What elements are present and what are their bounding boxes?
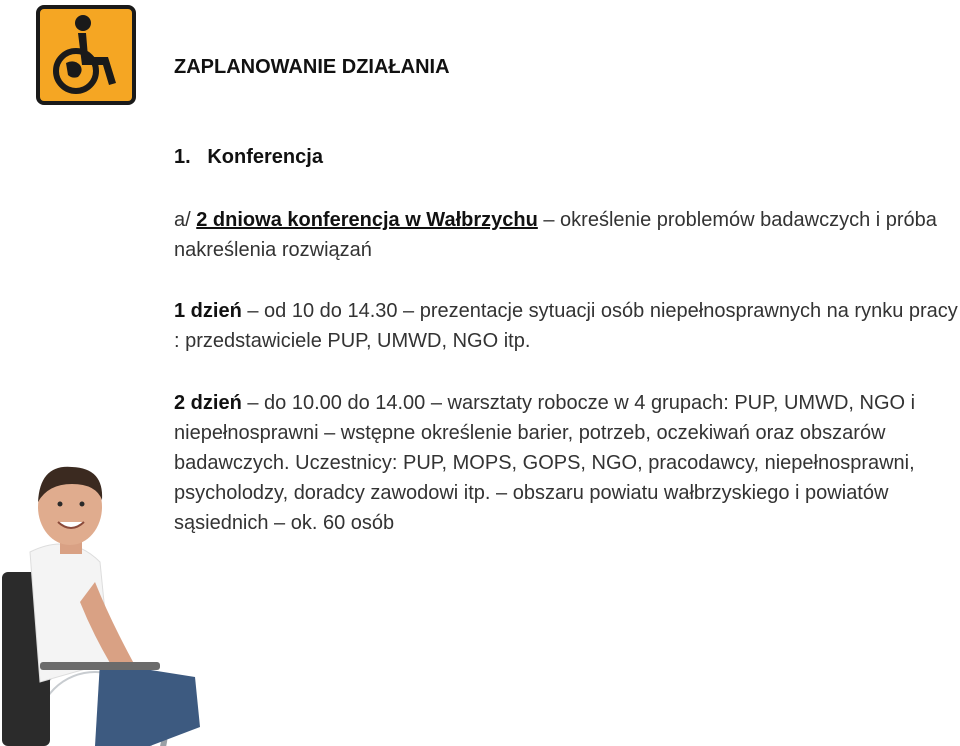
section-label: Konferencja [207, 146, 323, 168]
day-two-label: 2 dzień [174, 392, 242, 414]
day-one-paragraph [174, 296, 960, 356]
day-two-description: – do 10.00 do 14.00 – warsztaty robocze w 4 grupach: PUP, UMWD, NGO i niepełnosprawni – wstępne określenie barier, potrzeb, oczekiwań oraz obszarów badawczych. Uczestnicy: PUP, MOPS, GOPS, NGO, pracodawcy, niepełnosprawni, psycholodzy, doradcy zawodowi itp. – obszaru powiatu wałbrzyskiego i powiatów sąsiednich – ok. 60 osób [174, 392, 916, 534]
man-in-wheelchair-photo [0, 462, 210, 746]
page-title: ZAPLANOWANIE DZIAŁANIA [174, 56, 450, 78]
section-number: 1. [174, 146, 191, 168]
day-one-label: 1 dzień [174, 300, 242, 322]
conference-highlight: 2 dniowa konferencja w Wałbrzychu [196, 209, 538, 231]
day-one-description: – od 10 do 14.30 – prezentacje sytuacji osób niepełnosprawnych na rynku pracy : przedstawiciele PUP, UMWD, NGO itp. [174, 300, 958, 352]
conference-description: – określenie problemów badawczych i próba nakreślenia rozwiązań [174, 209, 937, 261]
section-heading [174, 146, 323, 169]
paragraph-prefix: a/ [174, 209, 197, 231]
wheelchair-logo-icon [36, 5, 136, 105]
day-two-paragraph [174, 388, 960, 538]
conference-paragraph [174, 205, 960, 265]
